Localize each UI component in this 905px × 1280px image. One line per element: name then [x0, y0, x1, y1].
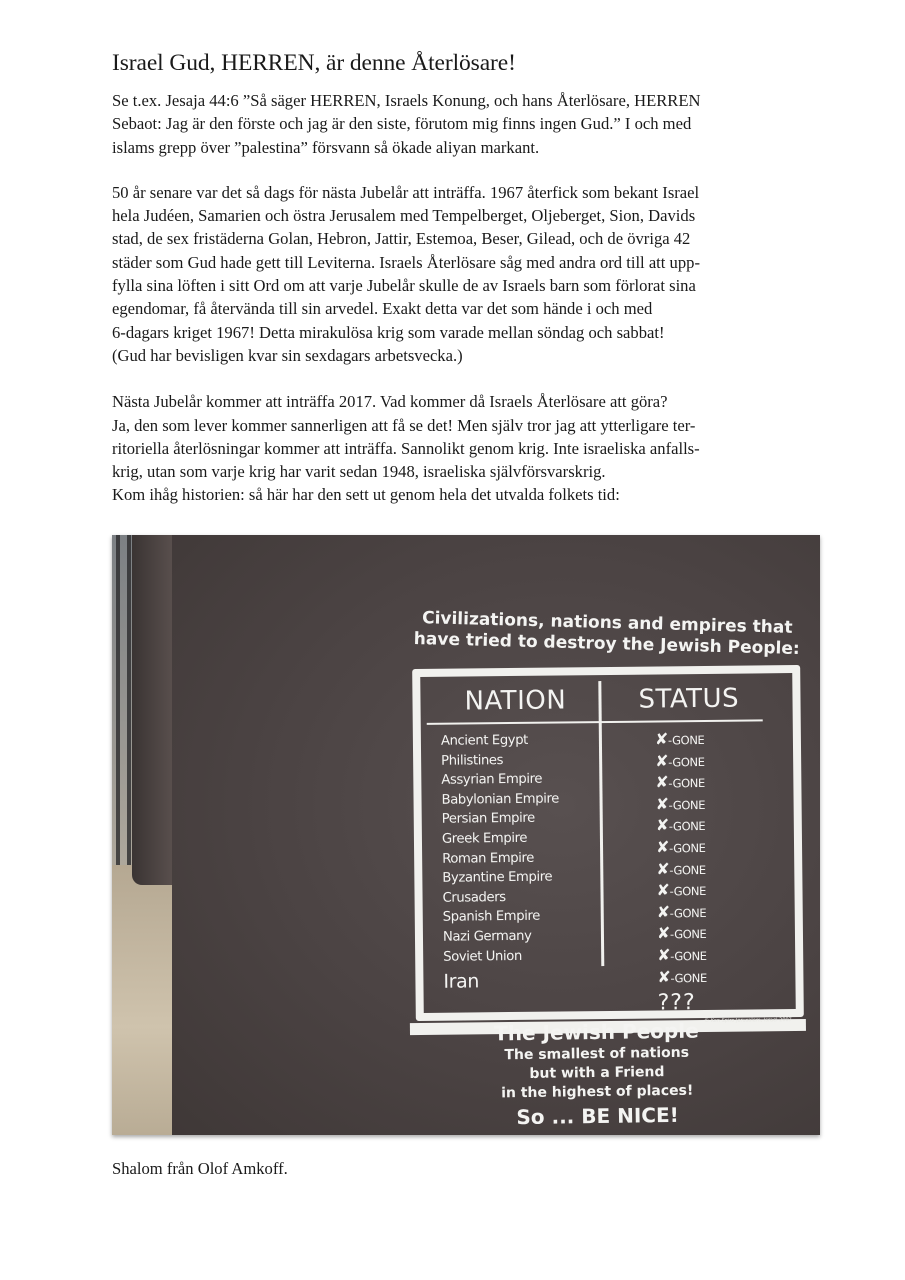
status-text: -GONE — [669, 905, 707, 921]
text-line: krig, utan som varje krig har varit sedan 1948, israeliska självförsvarskrig. — [112, 462, 606, 482]
shirt-footer-line: in the highest of places! — [501, 1082, 694, 1102]
paragraph-jubilee-2017 — [112, 390, 812, 506]
status-text: -GONE — [670, 948, 707, 964]
status-list — [655, 729, 707, 1019]
cross-icon: ✘ — [657, 945, 671, 965]
status-item — [656, 837, 706, 859]
shirt-footer-nice: So ... BE NICE! — [516, 1102, 679, 1130]
status-item — [656, 859, 706, 881]
text-line: Kom ihåg historien: så här har den sett ut genom hela det utvalda folkets tid: — [112, 485, 620, 505]
cross-icon: ✘ — [655, 772, 669, 792]
status-item — [657, 902, 707, 924]
cross-icon: ✘ — [654, 729, 669, 749]
status-text: -GONE — [669, 840, 706, 856]
text-line: Se t.ex. Jesaja 44:6 ”Så säger HERREN, Israels Konung, och hans Återlösare, HERREN — [112, 91, 701, 110]
text-line: ritoriella återlösningar kommer att inträffa. Sannolikt genom krig. Inte israeliska anfalls- — [112, 438, 700, 458]
status-item — [656, 880, 706, 902]
text-line: islams grepp över ”palestina” försvann så ökade aliyan markant. — [112, 137, 540, 157]
status-text: -GONE — [668, 776, 705, 791]
status-text: -GONE — [669, 884, 707, 899]
nation-item: Spanish Empire — [442, 909, 540, 926]
cross-icon: ✘ — [656, 880, 670, 900]
cross-icon: ✘ — [656, 858, 670, 879]
board-header-line — [427, 719, 763, 725]
nation-item: Greek Empire — [441, 830, 528, 847]
shirt-footer-title: The Jewish People — [493, 1018, 699, 1046]
status-text: -GONE — [669, 862, 706, 877]
cross-icon: ✘ — [655, 837, 670, 857]
shirt-heading: Civilizations, nations and empires that have tried to destroy the Jewish People: — [413, 608, 800, 660]
text-line: fylla sina löften i sitt Ord om att varje Jubelår skulle de av Israels barn som förlorat sina — [112, 276, 696, 296]
cross-icon: ✘ — [655, 750, 669, 771]
status-text: -GONE — [668, 797, 706, 813]
status-text: -GONE — [667, 732, 705, 748]
paragraph-intro — [112, 89, 812, 159]
shirt-footer-line: but with a Friend — [529, 1064, 665, 1082]
text-line: (Gud har bevisligen kvar sin sexdagars arbetsvecka.) — [112, 345, 463, 365]
nation-item: Ancient Egypt — [440, 732, 528, 749]
nation-item: Crusaders — [442, 889, 506, 906]
status-text: -GONE — [668, 754, 705, 769]
nation-item: Byzantine Empire — [442, 869, 553, 886]
status-item — [655, 794, 705, 816]
nation-item: Assyrian Empire — [441, 771, 543, 788]
shirt-copyright: © Ken Spiro Jerusalem, Israel 2007 — [704, 1017, 792, 1025]
nation-list — [441, 731, 561, 997]
cross-icon: ✘ — [656, 923, 671, 943]
text-line: Nästa Jubelår kommer att inträffa 2017. Vad kommer då Israels Återlösare att göra? — [112, 392, 668, 412]
text-line: städer som Gud hade gett till Leviterna. Israels Återlösare såg med andra ord till att upp- — [112, 252, 700, 272]
status-item — [657, 923, 707, 945]
shirt-footer — [431, 1017, 763, 1133]
nation-item: Nazi Germany — [442, 928, 532, 945]
nation-item: Soviet Union — [443, 948, 522, 965]
board-divider — [598, 681, 604, 966]
text-line: egendomar, få återvända till sin arvedel. Exakt detta var det som hände i och med — [112, 299, 653, 319]
status-item — [657, 967, 707, 989]
status-text: -GONE — [668, 819, 706, 834]
status-text: -GONE — [670, 970, 707, 985]
text-line: 6-dagars kriget 1967! Detta mirakulösa krig som varade mellan söndag och sabbat! — [112, 322, 665, 342]
cross-icon: ✘ — [656, 902, 670, 922]
nation-item: Roman Empire — [442, 850, 535, 867]
column-header-nation: NATION — [464, 685, 567, 717]
text-line: Ja, den som lever kommer sannerligen att få se det! Men själv tror jag att ytterligare ter- — [112, 415, 696, 435]
status-item — [655, 729, 705, 751]
status-item — [655, 772, 705, 794]
paragraph-jubilee-1967 — [112, 181, 812, 367]
page-title: Israel Gud, HERREN, är denne Återlösare! — [112, 50, 516, 76]
text-line: Sebaot: Jag är den förste och jag är den siste, förutom mig finns ingen Gud.” I och med — [112, 114, 692, 134]
signoff: Shalom från Olof Amkoff. — [112, 1159, 288, 1178]
column-header-status: STATUS — [638, 683, 740, 715]
shirt-footer-line: The smallest of nations — [504, 1044, 690, 1064]
status-board — [412, 665, 804, 1025]
status-item — [656, 815, 706, 837]
cross-icon: ✘ — [655, 794, 669, 814]
nation-item: Babylonian Empire — [441, 791, 559, 808]
cross-icon: ✘ — [655, 815, 669, 835]
nation-item: Iran — [443, 970, 480, 993]
status-text: -GONE — [669, 927, 707, 942]
nation-item: Persian Empire — [441, 811, 535, 828]
status-item: ??? — [657, 990, 696, 1016]
tshirt-photo — [112, 535, 820, 1135]
cross-icon: ✘ — [657, 966, 671, 987]
nation-item: Philistines — [441, 752, 504, 769]
text-line: stad, de sex fristäderna Golan, Hebron, Jattir, Estemoa, Beser, Gilead, och de övriga 42 — [112, 229, 691, 249]
status-item — [657, 945, 707, 967]
text-line: hela Judéen, Samarien och östra Jerusalem med Tempelberget, Oljeberget, Sion, Davids — [112, 206, 696, 226]
article — [112, 48, 812, 507]
text-line: 50 år senare var det så dags för nästa Jubelår att inträffa. 1967 återfick som bekant Israel — [112, 182, 700, 202]
status-item — [655, 751, 705, 773]
